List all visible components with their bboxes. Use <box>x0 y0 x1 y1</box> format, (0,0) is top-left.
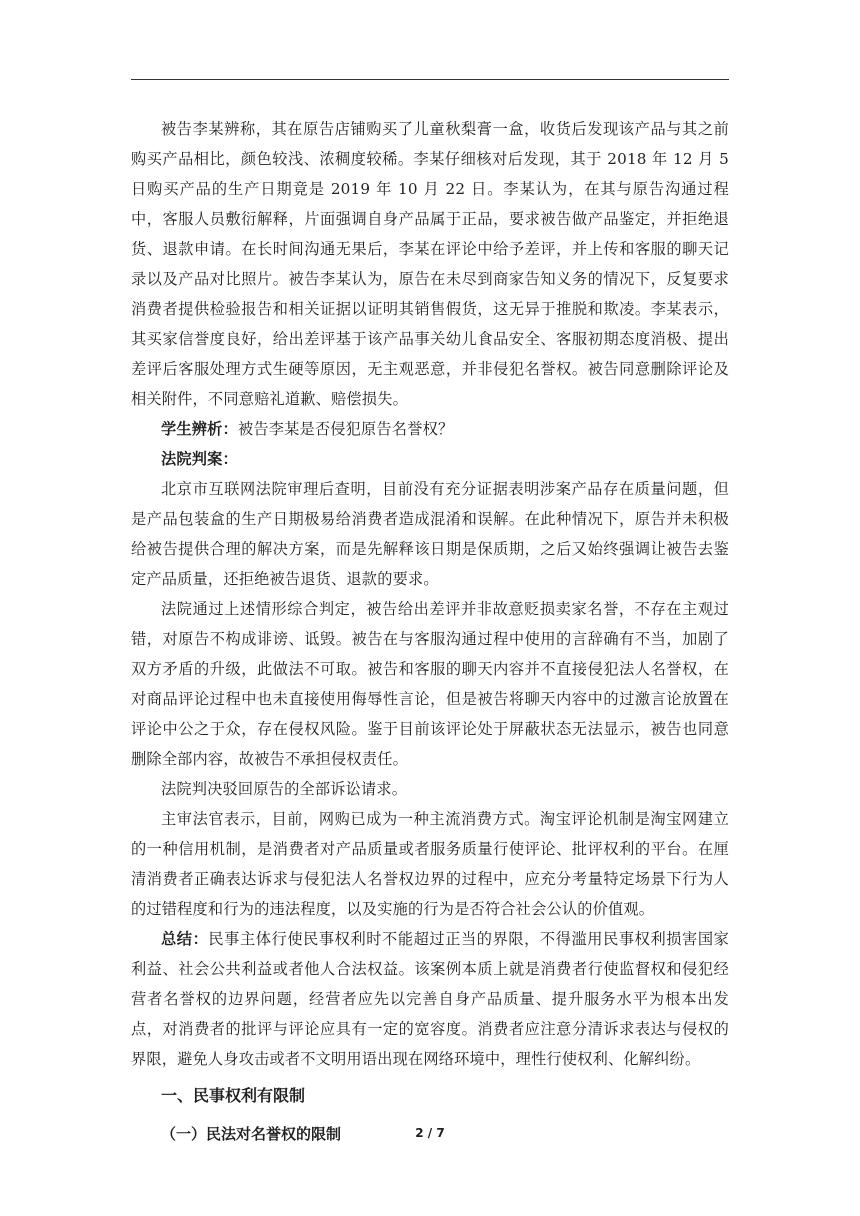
judge-paragraph: 主审法官表示，目前，网购已成为一种主流消费方式。淘宝评论机制是淘宝网建立的一种信用机制，是消费者对产品质量或者服务质量行使评论、批评权利的平台。在厘清消费者正确表达诉求与侵犯法人名誉权边界的过程中，应充分考量特定场景下行为人的过错程度和行为的违法程度，以及实施的行为是否符合社会公认的价值观。 <box>131 810 729 918</box>
court-paragraph-2: 法院通过上述情形综合判定，被告给出差评并非故意贬损卖家名誉，不存在主观过错，对原告不构成诽谤、诋毁。被告在与客服沟通过程中使用的言辞确有不当，加剧了双方矛盾的升级，此做法不可取。被告和客服的聊天内容并不直接侵犯法人名誉权，在对商品评论过程中也未直接使用侮辱性言论，但是被告将聊天内容中的过激言论放置在评论中公之于众，存在侵权风险。鉴于目前该评论处于屏蔽状态无法显示，被告也同意删除全部内容，故被告不承担侵权责任。 <box>131 600 729 768</box>
section-heading: 一、民事权利有限制 <box>161 1086 306 1105</box>
header-rule <box>131 79 729 80</box>
court-ruling-label: 法院判案： <box>161 450 238 468</box>
student-analysis-paragraph <box>131 414 729 444</box>
student-analysis-label: 学生辨析： <box>161 420 238 438</box>
court-paragraph-3: 法院判决驳回原告的全部诉讼请求。 <box>161 780 408 798</box>
subsection-heading: （一）民法对名誉权的限制 <box>161 1125 342 1143</box>
summary-label: 总结： <box>161 930 209 948</box>
document-body <box>131 114 729 1152</box>
page-number: 2 / 7 <box>415 1126 445 1140</box>
summary-text: 民事主体行使民事权利时不能超过正当的界限，不得滥用民事权利损害国家利益、社会公共利益或者他人合法权益。该案例本质上就是消费者行使监督权和侵犯经营者名誉权的边界问题，经营者应先以完善自身产品质量、提升服务水平为根本出发点，对消费者的批评与评论应具有一定的宽容度。消费者应注意分清诉求表达与侵权的界限，避免人身攻击或者不文明用语出现在网络环境中，理性行使权利、化解纠纷。 <box>131 930 729 1068</box>
defense-paragraph: 被告李某辨称，其在原告店铺购买了儿童秋梨膏一盒，收货后发现该产品与其之前购买产品相比，颜色较浅、浓稠度较稀。李某仔细核对后发现，其于 2018 年 12 月 5 日购买产品的生产日期竟是 2019 年 10 月 22 日。李某认为，在其与原告沟通过程中，客服人员敷衍解释，片面强调自身产品属于正品，要求被告做产品鉴定，并拒绝退货、退款申请。在长时间沟通无果后，李某在评论中给予差评，并上传和客服的聊天记录以及产品对比照片。被告李某认为，原告在未尽到商家告知义务的情况下，反复要求消费者提供检验报告和相关证据以证明其销售假货，这无异于推脱和欺凌。李某表示，其买家信誉度良好，给出差评基于该产品事关幼儿食品安全、客服初期态度消极、提出差评后客服处理方式生硬等原因，无主观恶意，并非侵犯名誉权。被告同意删除评论及相关附件，不同意赔礼道歉、赔偿损失。 <box>131 120 729 408</box>
court-paragraph-1: 北京市互联网法院审理后查明，目前没有充分证据表明涉案产品存在质量问题，但是产品包装盒的生产日期极易给消费者造成混淆和误解。在此种情况下，原告并未积极给被告提供合理的解决方案，而是先解释该日期是保质期，之后又始终强调让被告去鉴定产品质量，还拒绝被告退货、退款的要求。 <box>131 480 729 588</box>
summary-paragraph <box>131 924 729 1074</box>
student-analysis-question: 被告李某是否侵犯原告名誉权？ <box>237 420 454 438</box>
